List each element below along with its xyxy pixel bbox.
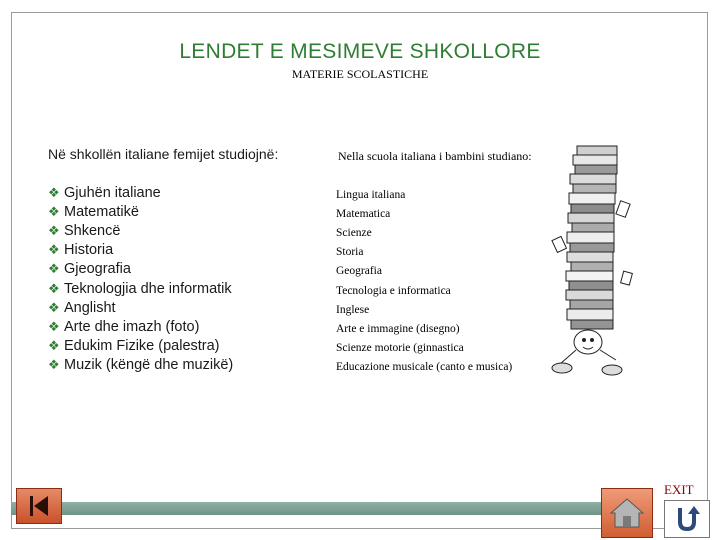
subject-label: Shkencë <box>64 222 121 239</box>
diamond-bullet-icon: ❖ <box>48 280 60 296</box>
back-button[interactable] <box>16 488 62 524</box>
list-item <box>48 221 233 240</box>
list-item <box>48 337 233 356</box>
subject-label: Anglisht <box>64 299 116 316</box>
list-item <box>48 202 233 221</box>
subject-label: Scienze <box>336 226 372 239</box>
subject-label: Lingua italiana <box>336 188 406 201</box>
list-item <box>336 300 512 319</box>
home-button[interactable] <box>601 488 653 538</box>
diamond-bullet-icon: ❖ <box>48 357 60 373</box>
list-item <box>336 223 512 242</box>
list-item <box>336 204 512 223</box>
subject-label: Arte dhe imazh (foto) <box>64 318 200 335</box>
subject-label: Historia <box>64 242 114 259</box>
list-item <box>336 319 512 338</box>
list-item <box>336 358 512 377</box>
subject-label: Educazione musicale (canto e musica) <box>336 361 513 374</box>
albanian-subject-list <box>48 183 233 375</box>
subject-label: Arte e immagine (disegno) <box>336 322 460 335</box>
list-item <box>336 185 512 204</box>
list-item <box>48 241 233 260</box>
subject-label: Storia <box>336 246 364 259</box>
home-icon <box>609 496 645 530</box>
nav-bar <box>11 502 611 515</box>
list-item <box>336 281 512 300</box>
list-item <box>48 356 233 375</box>
italian-subject-list <box>336 185 512 377</box>
subject-label: Matematica <box>336 207 391 220</box>
book-stack-illustration <box>550 142 650 378</box>
list-item <box>336 262 512 281</box>
subject-label: Gjuhën italiane <box>64 184 161 201</box>
list-item <box>48 317 233 336</box>
subject-label: Inglese <box>336 303 370 316</box>
diamond-bullet-icon: ❖ <box>48 222 60 238</box>
list-item <box>48 260 233 279</box>
diamond-bullet-icon: ❖ <box>48 338 60 354</box>
skip-back-icon <box>28 494 50 518</box>
subject-label: Gjeografia <box>64 261 131 278</box>
subject-label: Muzik (këngë dhe muzikë) <box>64 357 234 374</box>
subject-label: Edukim Fizike (palestra) <box>64 338 220 355</box>
return-button[interactable] <box>664 500 710 538</box>
subject-label: Tecnologia e informatica <box>336 284 451 297</box>
list-item <box>48 279 233 298</box>
diamond-bullet-icon: ❖ <box>48 184 60 200</box>
diamond-bullet-icon: ❖ <box>48 299 60 315</box>
italian-intro: Nella scuola italiana i bambini studiano: <box>338 149 532 163</box>
diamond-bullet-icon: ❖ <box>48 242 60 258</box>
page-title: LENDET E MESIMEVE SHKOLLORE <box>179 40 541 63</box>
exit-link[interactable]: EXIT <box>664 482 694 497</box>
subject-label: Geografia <box>336 265 382 278</box>
diamond-bullet-icon: ❖ <box>48 318 60 334</box>
diamond-bullet-icon: ❖ <box>48 261 60 277</box>
list-item <box>336 243 512 262</box>
page-subtitle: MATERIE SCOLASTICHE <box>291 67 429 81</box>
subject-label: Scienze motorie (ginnastica <box>336 342 464 355</box>
subject-label: Matematikë <box>64 203 139 220</box>
return-arrow-icon <box>673 504 701 534</box>
subject-label: Teknologjia dhe informatik <box>64 280 232 297</box>
list-item <box>336 339 512 358</box>
diamond-bullet-icon: ❖ <box>48 203 60 219</box>
albanian-intro: Në shkollën italiane femijet studiojnë: <box>48 146 279 162</box>
list-item <box>48 298 233 317</box>
list-item <box>48 183 233 202</box>
